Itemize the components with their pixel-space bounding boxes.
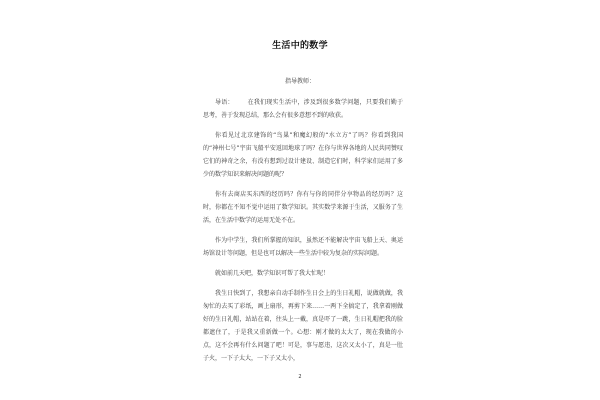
document-title: 生活中的数学: [272, 41, 328, 51]
intro-text: 在我们现实生活中，涉及到很多数学问题，只要我们勤于思考，善于发现总结，那么会有很多意想不到的收获。: [203, 99, 403, 119]
paragraph-recent-days: 就如前几天吧，数学知识可帮了我大忙呢！: [215, 270, 330, 277]
document-body: [203, 96, 403, 372]
paragraph-birthday-hat: 我生日快到了，我想亲自动手制作生日会上的生日礼帽，说做就做，我匆忙的去买了彩纸，画上扇形，再剪下来……一两下全搞定了，我拿着刚做好的生日礼帽，站站在着，往头上一戴，真是吓了一跳，生日礼帽把我的脸都遮住了，于是我又重新做一个。心想：刚才做的太大了，现在我做的小点，这不会再有什么问题了吧！可是，事与愿违，这次又太小了，真是一肚子火，一下子太大，一下子又太小，: [203, 290, 403, 362]
paragraph-shopping: 你有去商店买东西的经历吗？你有与你的同伴分享物品的经历吗？这时，你都在不知不觉中运用了数学知识。其实数学来源于生活，又服务了生活，在生活中数学的运用无处不在。: [203, 191, 403, 224]
page-number: 2: [298, 374, 302, 380]
intro-label: 导语：: [215, 99, 234, 106]
instructor-label: 指导教师：: [284, 78, 315, 85]
paragraph-students: 作为中学生，我们所掌握的知识，虽然还不能解决宇宙飞船上天、奥运场馆设计等问题，但是也可以解决一些生活中较为复杂的实际问题。: [203, 237, 403, 257]
intro-paragraph: [203, 96, 403, 122]
paragraph-landmarks: 你看见过北京建饰的“鸟巢”和魔幻般的“水立方”了吗？你看到我国的“神州七号”宇宙飞船平安返回地球了吗？在你与世界各地的人民共同赞叹它们的神奇之余，有没有想到过设计建设、制造它们时，科学家们运用了多少的数学知识来解决问题的呢？: [203, 132, 403, 178]
